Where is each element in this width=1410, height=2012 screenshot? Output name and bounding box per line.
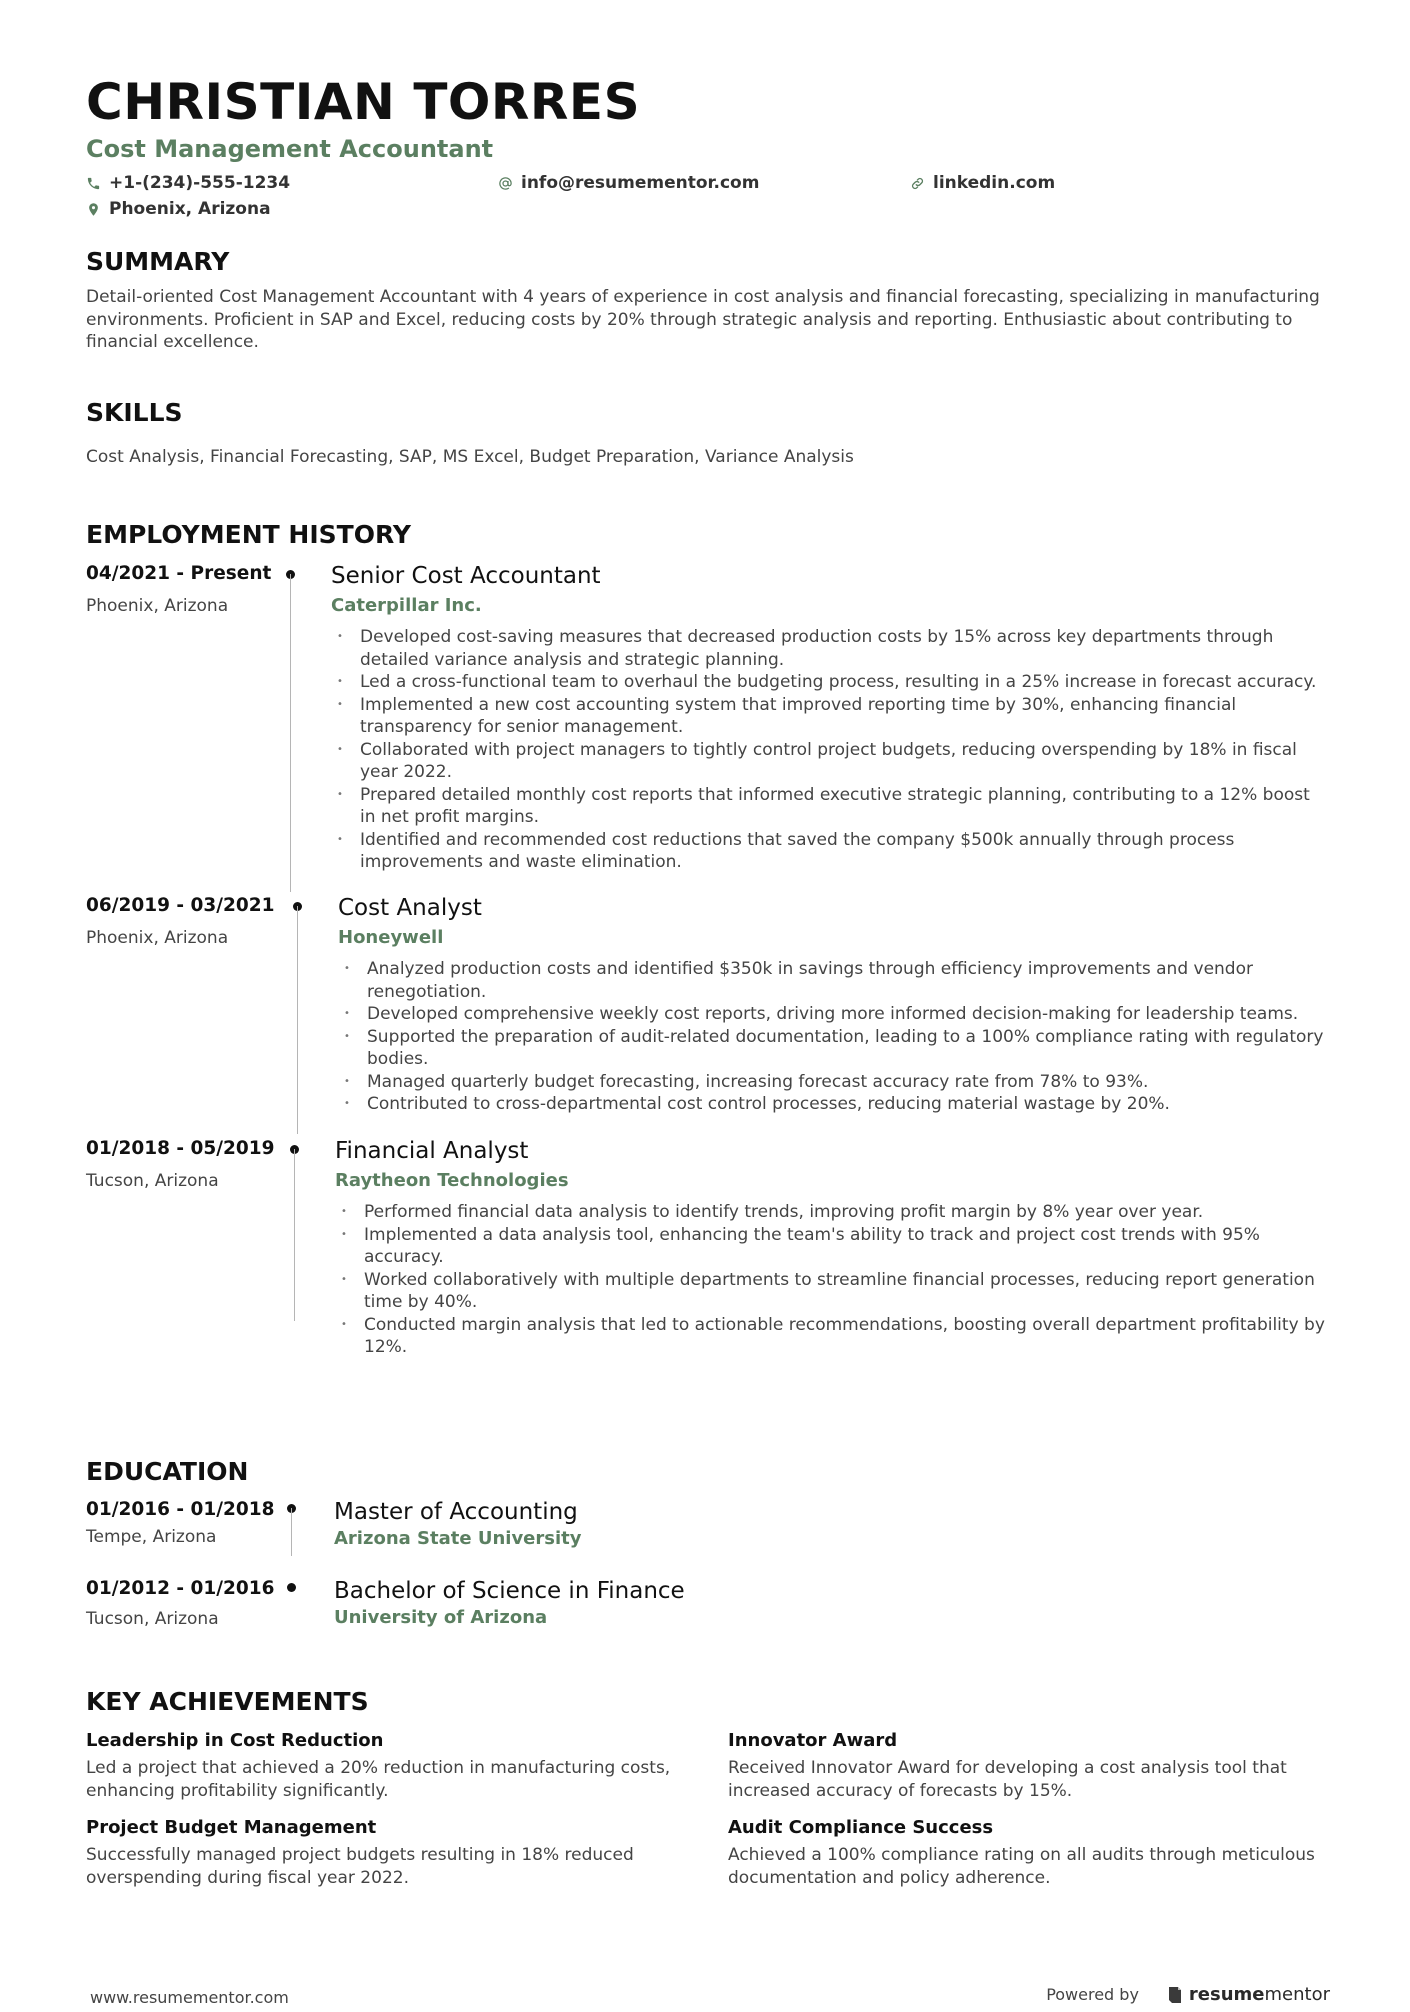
contact-linkedin[interactable] [910, 170, 1330, 196]
achievement-desc: Received Innovator Award for developing a cost analysis tool that increased accuracy of forecasts by 15%. [728, 1758, 1287, 1801]
job-location: Phoenix, Arizona [86, 596, 229, 616]
powered-by-text: Powered by [1046, 1985, 1139, 2004]
skills-section [86, 397, 1330, 469]
education-meta [86, 1577, 286, 1630]
achievement-item [728, 1729, 1330, 1802]
timeline-line [297, 906, 298, 1134]
job-dates: 06/2019 - 03/2021 [86, 895, 275, 916]
job-company: Caterpillar Inc. [331, 595, 482, 616]
achievement-title: Project Budget Management [86, 1817, 377, 1838]
job-bullet: • Collaborated with project managers to tightly control project budgets, reducing overspending by 18% in fiscal year 2022. [331, 739, 1330, 784]
job-bullet: • Analyzed production costs and identified $350k in savings through efficiency improvements and vendor renegotiation. [338, 958, 1330, 1003]
candidate-role: Cost Management Accountant [86, 135, 494, 163]
job-details [335, 1137, 1330, 1359]
job-title: Cost Analyst [338, 895, 482, 921]
achievement-item [86, 1816, 728, 1889]
education-location: Tempe, Arizona [86, 1527, 217, 1547]
job-bullet: • Managed quarterly budget forecasting, increasing forecast accuracy rate from 78% to 93%. [338, 1071, 1330, 1094]
phone-text: +1-(234)-555-1234 [109, 173, 291, 193]
job-bullet: • Prepared detailed monthly cost reports that informed executive strategic planning, contributing to a 12% boost in net profit margins. [331, 784, 1330, 829]
job-title: Senior Cost Accountant [331, 563, 601, 589]
education-degree: Bachelor of Science in Finance [334, 1578, 685, 1604]
timeline-line [294, 1149, 295, 1321]
job-dates: 01/2018 - 05/2019 [86, 1138, 275, 1159]
education-degree: Master of Accounting [334, 1499, 578, 1525]
contact-list [86, 170, 1330, 222]
job-meta [86, 562, 286, 617]
at-icon [498, 176, 513, 191]
job-entry [86, 1137, 1330, 1377]
timeline-line [291, 1508, 292, 1556]
education-entry [86, 1577, 1330, 1637]
achievements-grid [86, 1729, 1330, 1889]
candidate-name: CHRISTIAN TORRES [86, 73, 641, 131]
achievement-desc: Led a project that achieved a 20% reduction in manufacturing costs, enhancing profitability significantly. [86, 1758, 671, 1801]
education-meta [86, 1498, 286, 1548]
location-text: Phoenix, Arizona [109, 199, 271, 219]
job-bullet: • Worked collaboratively with multiple departments to streamline financial processes, reducing report generation time by 40%. [335, 1269, 1330, 1314]
employment-section [86, 519, 1330, 1357]
job-meta [86, 894, 286, 949]
job-location: Phoenix, Arizona [86, 928, 229, 948]
education-title: EDUCATION [86, 1457, 249, 1486]
skills-text: Cost Analysis, Financial Forecasting, SAP, MS Excel, Budget Preparation, Variance Analysis [86, 447, 854, 467]
job-bullet: • Implemented a data analysis tool, enhancing the team's ability to track and project cost trends with 95% accuracy. [335, 1224, 1330, 1269]
job-location: Tucson, Arizona [86, 1171, 219, 1191]
education-school: University of Arizona [334, 1607, 548, 1628]
education-school: Arizona State University [334, 1528, 582, 1549]
job-bullet: • Performed financial data analysis to identify trends, improving profit margin by 8% year over year. [335, 1201, 1330, 1224]
location-pin-icon [86, 202, 101, 217]
job-bullet: • Developed cost-saving measures that decreased production costs by 15% across key departments through detailed variance analysis and strategic planning. [331, 626, 1330, 671]
email-link[interactable]: info@resumementor.com [521, 173, 760, 193]
job-title: Financial Analyst [335, 1138, 529, 1164]
achievement-desc: Achieved a 100% compliance rating on all audits through meticulous documentation and policy adherence. [728, 1845, 1315, 1888]
job-bullets [331, 626, 1330, 874]
brand-name-bold: resume [1188, 1984, 1265, 2005]
job-bullets [338, 958, 1330, 1116]
education-details [334, 1498, 1330, 1551]
job-company: Raytheon Technologies [335, 1170, 569, 1191]
skills-title: SKILLS [86, 398, 183, 427]
phone-icon [86, 176, 101, 191]
resume-page [86, 70, 1330, 2007]
job-bullet: • Developed comprehensive weekly cost reports, driving more informed decision-making for leadership teams. [338, 1003, 1330, 1026]
summary-title: SUMMARY [86, 247, 230, 276]
brand-name-thin: mentor [1264, 1984, 1330, 2005]
job-bullet: • Implemented a new cost accounting system that improved reporting time by 30%, enhancing financial transparency for senior management. [331, 694, 1330, 739]
job-details [338, 894, 1330, 1116]
contact-location [86, 196, 498, 222]
achievement-title: Leadership in Cost Reduction [86, 1730, 384, 1751]
achievement-title: Audit Compliance Success [728, 1817, 994, 1838]
job-meta [86, 1137, 286, 1192]
footer [86, 1982, 1330, 2012]
job-bullets [335, 1201, 1330, 1359]
timeline-dot [287, 1583, 296, 1592]
job-bullet: • Identified and recommended cost reductions that saved the company $500k annually through process improvements and waste elimination. [331, 829, 1330, 874]
achievement-item [86, 1729, 728, 1802]
header [86, 70, 1330, 222]
job-bullet: • Supported the preparation of audit-related documentation, leading to a 100% compliance rating with regulatory bodies. [338, 1026, 1330, 1071]
job-entry [86, 562, 1330, 892]
footer-website[interactable]: www.resumementor.com [90, 1988, 289, 2007]
achievement-title: Innovator Award [728, 1730, 898, 1751]
job-dates: 04/2021 - Present [86, 563, 272, 584]
employment-title: EMPLOYMENT HISTORY [86, 520, 411, 549]
education-entry [86, 1498, 1330, 1578]
link-icon [910, 176, 925, 191]
education-location: Tucson, Arizona [86, 1609, 219, 1629]
education-dates: 01/2012 - 01/2016 [86, 1578, 275, 1599]
education-dates: 01/2016 - 01/2018 [86, 1499, 275, 1520]
summary-section [86, 246, 1330, 354]
contact-phone [86, 170, 498, 196]
job-bullet: • Led a cross-functional team to overhaul the budgeting process, resulting in a 25% increase in forecast accuracy. [331, 671, 1330, 694]
job-company: Honeywell [338, 927, 444, 948]
achievement-desc: Successfully managed project budgets resulting in 18% reduced overspending during fiscal year 2022. [86, 1845, 634, 1888]
achievements-section [86, 1686, 1330, 1889]
linkedin-link[interactable]: linkedin.com [933, 173, 1056, 193]
job-details [331, 562, 1330, 874]
timeline-line [290, 574, 291, 892]
job-entry [86, 894, 1330, 1134]
job-bullet: • Contributed to cross-departmental cost control processes, reducing material wastage by 20%. [338, 1093, 1330, 1116]
achievements-title: KEY ACHIEVEMENTS [86, 1687, 369, 1716]
education-details [334, 1577, 1330, 1630]
summary-text: Detail-oriented Cost Management Accountant with 4 years of experience in cost analysis and financial forecasting, specializing in manufacturing environments. Proficient in SAP and Excel, reducing costs by 20% through strategic analysis and reporting. Enthusiastic about contributing to financial excellence. [86, 287, 1320, 352]
education-section [86, 1456, 1330, 1629]
achievement-item [728, 1816, 1330, 1889]
job-bullet: • Conducted margin analysis that led to actionable recommendations, boosting overall department profitability by 12%. [335, 1314, 1330, 1359]
contact-email[interactable] [498, 170, 910, 196]
